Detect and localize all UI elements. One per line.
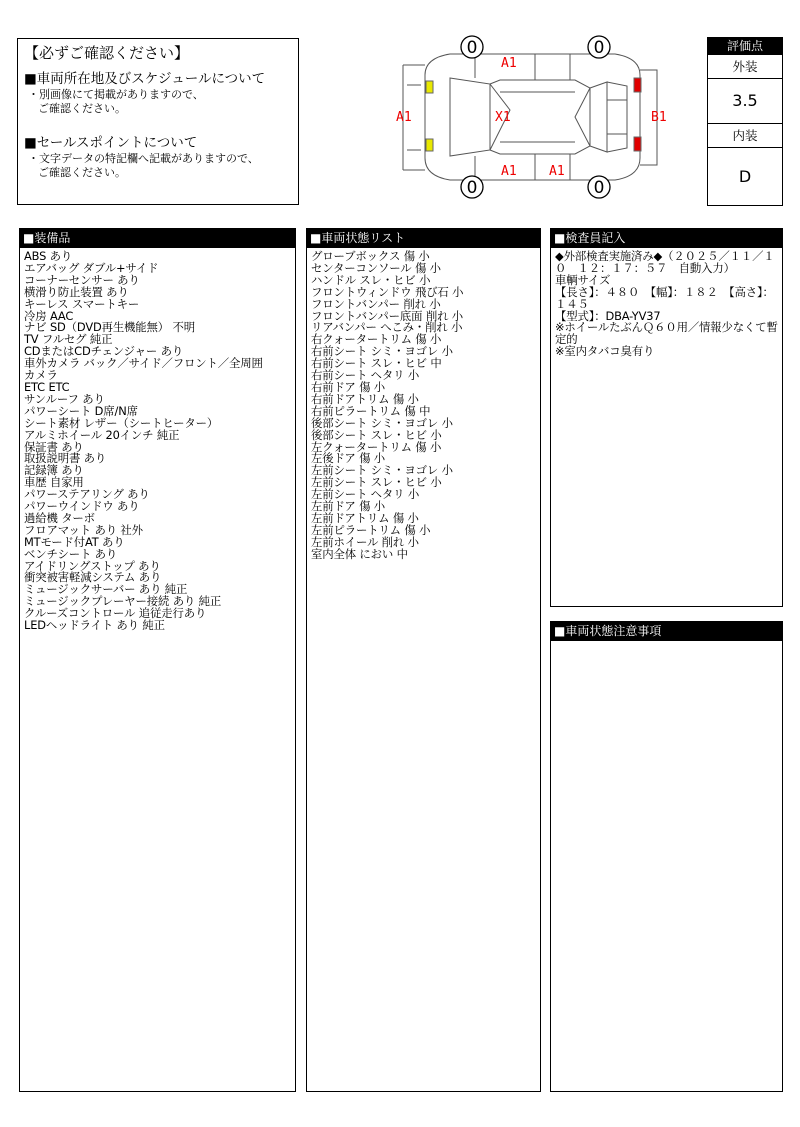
- equipment-item: アルミホイール 20インチ 純正: [24, 427, 180, 442]
- status-item: 左前ホイール 削れ 小: [311, 534, 419, 549]
- status-item: 右前ピラートリム 傷 中: [311, 403, 431, 418]
- status-item: 左前ピラートリム 傷 小: [311, 522, 431, 537]
- damage-code-center: X1: [495, 110, 511, 125]
- equipment-item: MTモード付AT あり: [24, 534, 125, 549]
- equipment-item: シート素材 レザー（シートヒーター）: [24, 415, 219, 430]
- wheel-label-front-right: 0: [466, 178, 478, 198]
- inspector-line: 【型式】：DBA-YV37: [555, 308, 661, 323]
- notice-section2-heading: ■セールスポイントについて: [24, 135, 198, 151]
- equipment-item: キーレス スマートキー: [24, 296, 140, 311]
- notice-section1-heading: ■車両所在地及びスケジュールについて: [24, 71, 266, 87]
- inspector-line: 車輌サイズ: [555, 272, 611, 287]
- equipment-header: ■装備品: [20, 229, 295, 248]
- equipment-item: ミュージックサーバー あり 純正: [24, 582, 188, 597]
- status-item: 左クォータートリム 傷 小: [311, 439, 442, 454]
- status-item: 室内全体 におい 中: [311, 546, 408, 561]
- front-lamp-marker-bottom: [426, 139, 433, 151]
- status-item: 右前ドアトリム 傷 小: [311, 391, 419, 406]
- score-box: [707, 37, 783, 206]
- car-damage-diagram: [395, 30, 670, 205]
- status-item: ハンドル スレ・ヒビ 小: [311, 272, 431, 287]
- vehicle-status-panel: [306, 228, 541, 1092]
- vehicle-status-list: [307, 248, 540, 561]
- status-item: 右前シート シミ・ヨゴレ 小: [311, 344, 453, 359]
- damage-code-right: B1: [651, 110, 667, 125]
- equipment-item: 衝突被害軽減システム あり: [24, 570, 162, 585]
- rear-lamp-marker-top: [634, 78, 641, 92]
- notice-section1-line2: ご確認ください。: [38, 102, 126, 115]
- notice-box: [17, 38, 299, 205]
- status-item: 後部シート シミ・ヨゴレ 小: [311, 415, 453, 430]
- equipment-item: コーナーセンサー あり: [24, 272, 140, 287]
- wheel-label-front-left: 0: [466, 38, 478, 58]
- cautions-body: [551, 641, 782, 644]
- equipment-item: TV フルセグ 純正: [24, 332, 113, 347]
- equipment-item: パワーウインドウ あり: [24, 499, 140, 514]
- equipment-item: 保証書 あり: [24, 439, 84, 454]
- damage-code-bottom-left: A1: [501, 164, 517, 179]
- vehicle-cautions-panel: [550, 621, 783, 1092]
- notice-section2-line2: ご確認ください。: [38, 166, 126, 179]
- status-item: 左前シート スレ・ヒビ 小: [311, 475, 442, 490]
- equipment-item: 車外カメラ バック／サイド／フロント／全周囲: [24, 356, 263, 371]
- cautions-header: ■車両状態注意事項: [551, 622, 782, 641]
- damage-code-left: A1: [396, 110, 412, 125]
- wheel-label-rear-right: 0: [593, 178, 605, 198]
- equipment-item: クルーズコントロール 追従走行あり: [24, 606, 207, 621]
- wheel-label-rear-left: 0: [593, 38, 605, 58]
- inspector-line: ※ホイールたぶんＱ６０用／情報少なくて暫定的: [555, 320, 778, 347]
- equipment-item: パワーステアリング あり: [24, 487, 150, 502]
- inspector-line: ◆外部検査実施済み◆（２０２５／１１／１０ １２：１７：５７ 自動入力）: [555, 249, 775, 275]
- equipment-item: エアバッグ ダブル+サイド: [24, 260, 159, 275]
- status-item: フロントバンパー底面 削れ 小: [311, 308, 464, 323]
- equipment-item: 車歴 自家用: [24, 475, 84, 490]
- equipment-item: LEDヘッドライト あり 純正: [24, 618, 165, 633]
- equipment-item: 横滑り防止装置 あり: [24, 284, 129, 299]
- equipment-item: カメラ: [24, 368, 58, 383]
- equipment-panel: [19, 228, 296, 1092]
- front-lamp-marker-top: [426, 81, 433, 93]
- rear-lamp-marker-bottom: [634, 137, 641, 151]
- status-item: フロントバンパー 削れ 小: [311, 296, 441, 311]
- equipment-item: CDまたはCDチェンジャー あり: [24, 344, 184, 359]
- interior-score: D: [738, 167, 752, 186]
- equipment-item: ETC ETC: [24, 379, 70, 394]
- inspector-line: 【長さ】：４８０ 【幅】：１８２ 【高さ】：１４５: [555, 284, 774, 311]
- equipment-item: 取扱説明書 あり: [24, 451, 107, 466]
- equipment-item: フロアマット あり 社外: [24, 522, 143, 537]
- inspector-notes: [551, 248, 782, 358]
- inspector-notes-panel: [550, 228, 783, 607]
- equipment-item: ミュージックプレーヤー接続 あり 純正: [24, 594, 222, 609]
- status-item: 左後ドア 傷 小: [311, 451, 386, 466]
- status-item: 右前ドア 傷 小: [311, 379, 386, 394]
- notice-title: 【必ずご確認ください】: [24, 44, 190, 62]
- inspector-header: ■検査員記入: [551, 229, 782, 248]
- equipment-item: 過給機 ターボ: [24, 510, 95, 525]
- status-item: 右前シート スレ・ヒビ 中: [311, 356, 442, 371]
- exterior-score: 3.5: [708, 79, 782, 124]
- equipment-item: ナビ SD（DVD再生機能無） 不明: [24, 320, 195, 335]
- status-item: 左前シート ヘタリ 小: [311, 487, 420, 502]
- status-item: 後部シート スレ・ヒビ 小: [311, 427, 442, 442]
- damage-code-top: A1: [501, 56, 517, 71]
- status-item: グローブボックス 傷 小: [311, 249, 430, 263]
- inspector-line: ※室内タバコ臭有り: [555, 344, 655, 359]
- interior-label: 内装: [708, 124, 782, 148]
- notice-section2-line1: ・文字データの特記欄へ記載がありますので、: [28, 152, 259, 165]
- equipment-item: ABS あり: [24, 249, 73, 263]
- notice-section1-line1: ・別画像にて掲載がありますので、: [28, 88, 204, 101]
- equipment-item: 冷房 AAC: [24, 308, 74, 323]
- equipment-item: アイドリングストップ あり: [24, 558, 161, 573]
- equipment-list: [20, 248, 295, 632]
- damage-code-bottom-right: A1: [549, 164, 565, 179]
- status-item: 左前ドアトリム 傷 小: [311, 510, 419, 525]
- equipment-item: パワーシート D席/N席: [24, 403, 138, 418]
- equipment-item: 記録簿 あり: [24, 463, 84, 478]
- equipment-item: サンルーフ あり: [24, 391, 105, 406]
- status-item: フロントウィンドウ 飛び石 小: [311, 284, 464, 299]
- status-item: 左前シート シミ・ヨゴレ 小: [311, 463, 453, 478]
- status-item: リアバンパー へこみ・削れ 小: [311, 320, 463, 335]
- vehicle-status-header: ■車両状態リスト: [307, 229, 540, 248]
- status-item: 右前シート ヘタリ 小: [311, 368, 420, 383]
- equipment-item: ベンチシート あり: [24, 546, 118, 561]
- status-item: センターコンソール 傷 小: [311, 260, 441, 275]
- status-item: 右クォータートリム 傷 小: [311, 332, 442, 347]
- score-header: 評価点: [708, 38, 782, 55]
- exterior-label: 外装: [708, 55, 782, 79]
- status-item: 左前ドア 傷 小: [311, 499, 386, 514]
